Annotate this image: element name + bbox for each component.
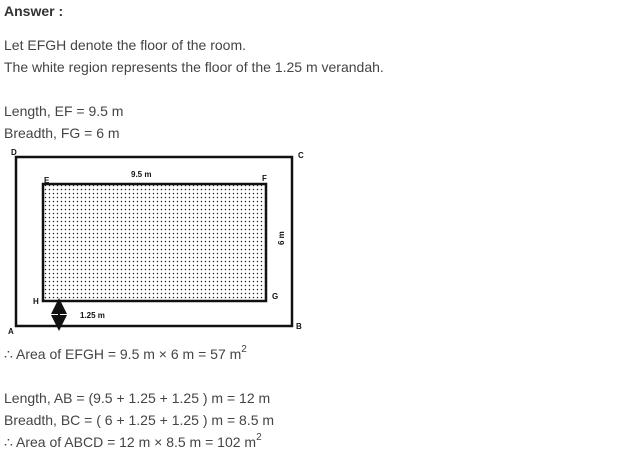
- area-abcd-text: ∴ Area of ABCD = 12 m × 8.5 m = 102 m: [4, 434, 257, 450]
- area-abcd-exponent: 2: [256, 432, 262, 444]
- area-abcd-line: [4, 433, 262, 451]
- given-breadth: Breadth, FG = 6 m: [4, 125, 120, 141]
- dimension-right: 6 m: [277, 231, 286, 245]
- area-efgh-line: [4, 345, 247, 363]
- label-c: C: [298, 151, 304, 160]
- intro-line-2: The white region represents the floor of the 1.25 m verandah.: [4, 59, 384, 75]
- given-length: Length, EF = 9.5 m: [4, 103, 124, 119]
- intro-line-1: Let EFGH denote the floor of the room.: [4, 37, 247, 53]
- area-efgh-text: ∴ Area of EFGH = 9.5 m × 6 m = 57 m: [4, 346, 242, 362]
- label-f: F: [262, 174, 267, 183]
- dimension-top: 9.5 m: [131, 170, 152, 179]
- answer-heading: Answer :: [4, 3, 64, 19]
- label-e: E: [44, 176, 50, 185]
- dimension-bottom: 1.25 m: [80, 311, 105, 320]
- label-d: D: [11, 148, 17, 157]
- outer-breadth: Breadth, BC = ( 6 + 1.25 + 1.25 ) m = 8.5 m: [4, 412, 275, 428]
- inner-rectangle-efgh: [43, 184, 266, 301]
- outer-length: Length, AB = (9.5 + 1.25 + 1.25 ) m = 12 m: [4, 390, 271, 406]
- label-h: H: [33, 297, 39, 306]
- area-efgh-exponent: 2: [241, 344, 247, 356]
- label-b: B: [296, 322, 302, 331]
- label-g: G: [272, 292, 279, 301]
- label-a: A: [8, 327, 14, 336]
